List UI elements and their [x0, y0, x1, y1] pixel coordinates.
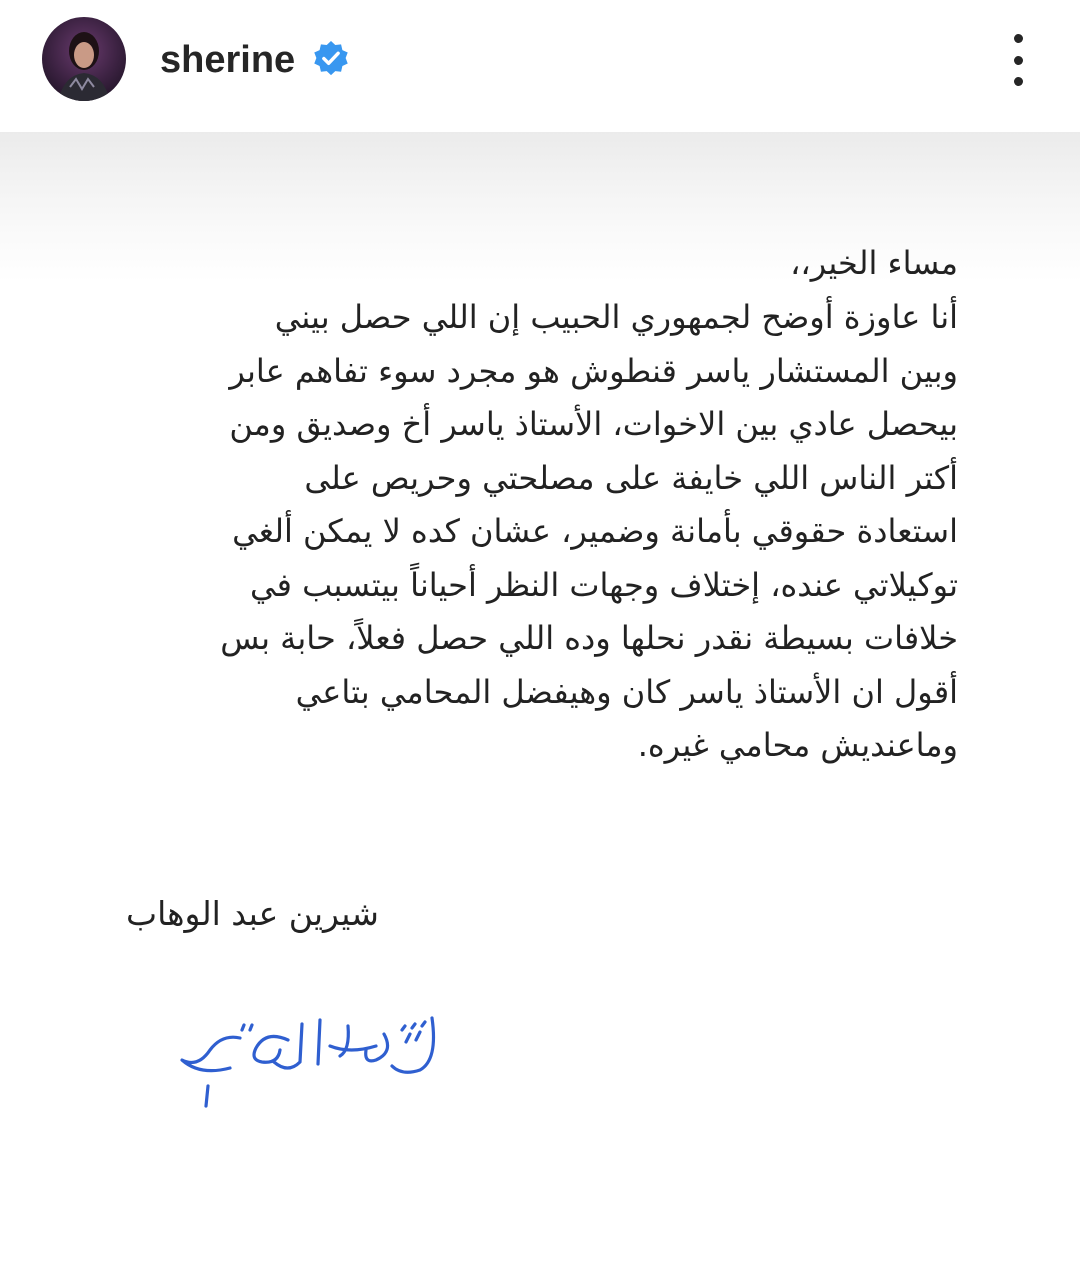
letter-greeting: مساء الخير،،: [790, 244, 958, 282]
letter-line: أنا عاوزة أوضح لجمهوري الحبيب إن اللي حصل بيني: [274, 298, 958, 336]
verified-badge-icon: [312, 40, 350, 78]
avatar[interactable]: [42, 17, 126, 101]
letter-line: أكتر الناس اللي خايفة على مصلحتي وحريص على: [304, 458, 958, 497]
letter-line: توكيلاتي عنده، إختلاف وجهات النظر أحياناً بيتسبب في: [249, 565, 958, 604]
letter-line: وماعنديش محامي غيره.: [637, 726, 958, 764]
post-image[interactable]: [0, 132, 1080, 1261]
more-vertical-icon: [1014, 34, 1023, 43]
sender-name: شيرين عبد الوهاب: [126, 894, 379, 933]
username[interactable]: sherine: [160, 39, 296, 81]
handwritten-signature: [170, 990, 460, 1120]
post-header: [0, 0, 1080, 132]
letter-line: وبين المستشار ياسر قنطوش هو مجرد سوء تفاهم عابر: [229, 351, 958, 390]
more-options-button[interactable]: [998, 34, 1038, 86]
letter-line: استعادة حقوقي بأمانة وضمير، عشان كده لا يمكن ألغي: [232, 512, 958, 550]
letter-body: [128, 291, 958, 773]
letter-line: بيحصل عادي بين الاخوات، الأستاذ ياسر أخ وصديق ومن: [229, 405, 958, 443]
letter-line: أقول ان الأستاذ ياسر كان وهيفضل المحامي بتاعي: [295, 672, 958, 711]
letter-line: خلافات بسيطة نقدر نحلها وده اللي حصل فعلاً، حابة بس: [220, 619, 958, 657]
